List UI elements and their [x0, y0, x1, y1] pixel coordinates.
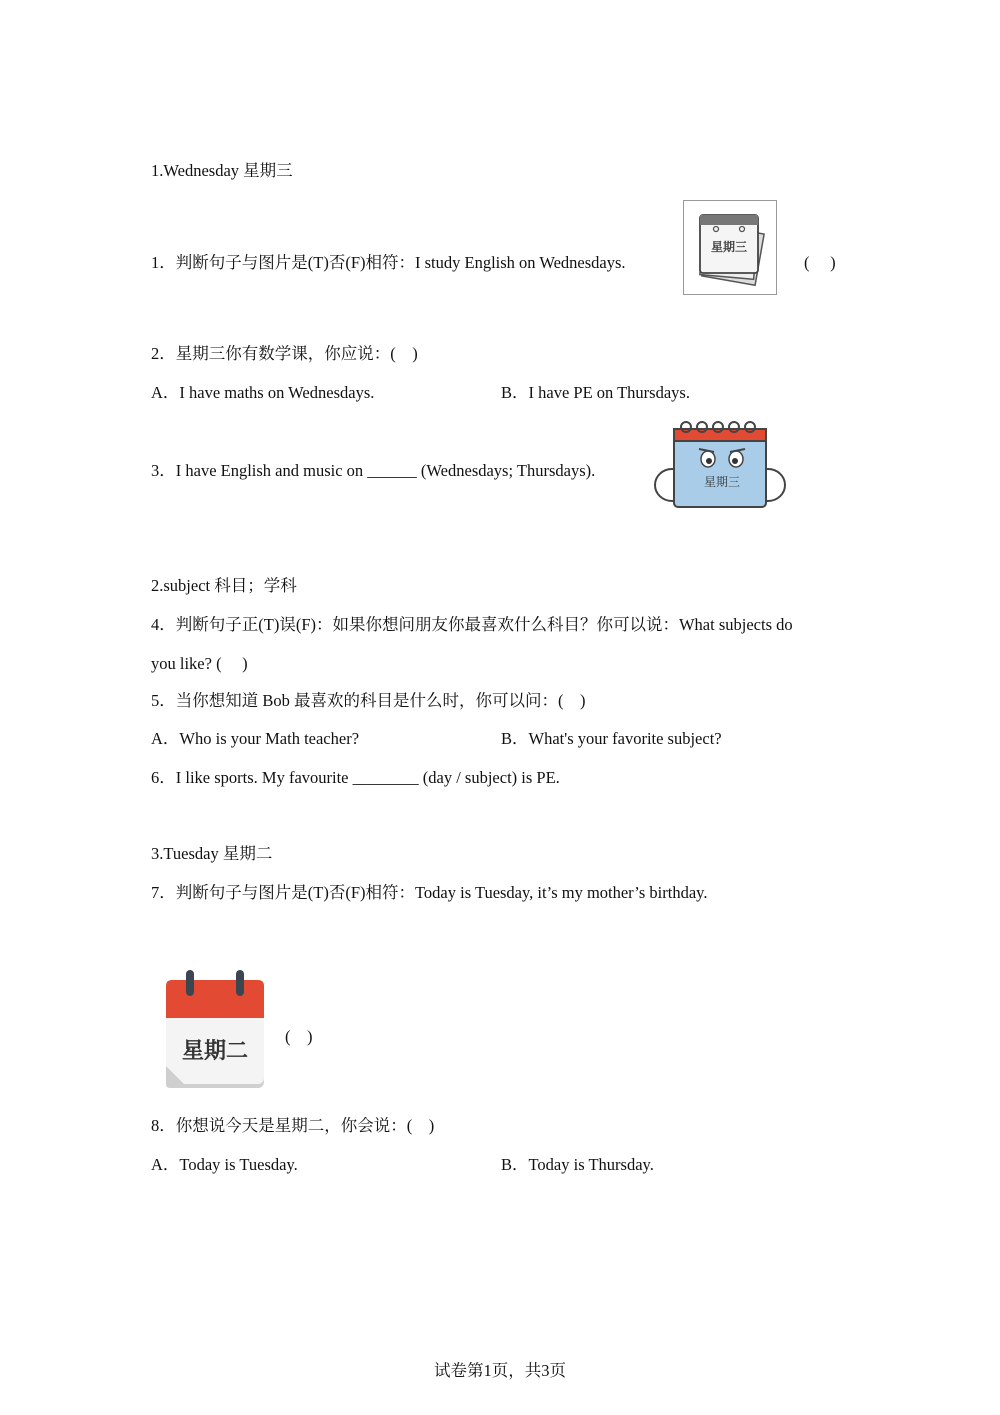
option-2a: A．I have maths on Wednesdays. — [151, 383, 375, 402]
question-4-line-2: you like? ( ) — [151, 654, 248, 673]
calendar-label: 星期二 — [181, 1039, 249, 1064]
section-heading-wednesday: 1.Wednesday 星期三 — [151, 161, 293, 180]
question-8: 8．你想说今天是星期二，你会说：( ) — [151, 1116, 435, 1135]
option-2b: B．I have PE on Thursdays. — [501, 383, 690, 402]
calendar-label: 星期三 — [710, 240, 748, 254]
question-2: 2．星期三你有数学课，你应说：( ) — [151, 344, 418, 363]
section-heading-subject: 2.subject 科目；学科 — [151, 576, 297, 595]
question-7: 7．判断句子与图片是(T)否(F)相符：Today is Tuesday, it’s my mother’s birthday. — [151, 883, 708, 902]
option-8a: A．Today is Tuesday. — [151, 1155, 298, 1174]
question-5: 5．当你想知道 Bob 最喜欢的科目是什么时，你可以问：( ) — [151, 691, 586, 710]
option-5b: B．What's your favorite subject? — [501, 729, 722, 748]
calendar-image-tuesday — [164, 968, 266, 1092]
question-6: 6．I like sports. My favourite ________ (day / subject) is PE. — [151, 768, 560, 787]
page-footer: 试卷第1页，共3页 — [434, 1361, 566, 1380]
answer-blank-1: ( ) — [804, 253, 836, 272]
question-4-line-1: 4．判断句子正(T)误(F)：如果你想问朋友你最喜欢什么科目？你可以说：What subjects do — [151, 615, 793, 634]
question-3: 3．I have English and music on ______ (Wednesdays; Thursdays). — [151, 461, 596, 480]
desk-calendar-icon — [164, 968, 266, 1092]
question-1: 1．判断句子与图片是(T)否(F)相符：I study English on Wednesdays. — [151, 253, 626, 272]
calendar-label: 星期三 — [703, 475, 741, 489]
section-heading-tuesday: 3.Tuesday 星期二 — [151, 844, 273, 863]
tear-calendar-icon — [684, 201, 776, 294]
calendar-cartoon-image — [652, 419, 788, 517]
answer-blank-7: ( ) — [285, 1027, 313, 1046]
cartoon-calendar-icon — [652, 419, 788, 517]
option-5a: A．Who is your Math teacher? — [151, 729, 360, 748]
calendar-image-wednesday — [683, 200, 777, 295]
option-8b: B．Today is Thursday. — [501, 1155, 654, 1174]
